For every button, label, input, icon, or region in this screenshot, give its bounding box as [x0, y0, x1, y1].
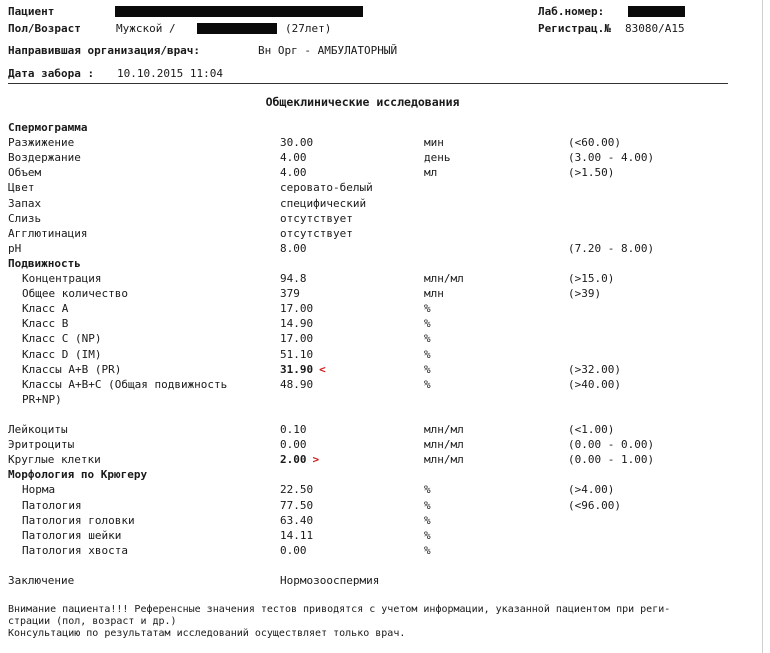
registration-value: 83080/А15	[625, 22, 685, 35]
reference-range: (>32.00)	[568, 362, 621, 376]
test-name: Классы A+B (PR)	[22, 362, 122, 376]
page-edge	[762, 0, 763, 653]
test-unit: %	[424, 302, 431, 316]
test-name: Агглютинация	[8, 226, 88, 240]
test-unit: млн/мл	[424, 423, 464, 436]
out-of-range-flag: <	[319, 362, 326, 376]
org-label: Направившая организация/врач:	[8, 44, 201, 57]
test-value-text: 0.00	[280, 438, 307, 452]
test-value-text: 8.00	[280, 241, 307, 255]
section-title: Морфология по Крюгеру	[8, 468, 148, 482]
reference-range: (0.00 - 1.00)	[568, 453, 655, 467]
section-header-row	[8, 120, 758, 135]
test-unit: %	[424, 513, 431, 527]
section-title: Подвижность	[8, 256, 81, 270]
test-value	[280, 241, 307, 256]
out-of-range-flag: >	[312, 453, 320, 467]
sex-value: Мужской /	[116, 22, 176, 35]
footer-note-line2: страции (пол, возраст и др.)	[8, 616, 177, 627]
test-value	[280, 422, 307, 437]
test-name: Объем	[8, 166, 42, 180]
result-row	[8, 392, 758, 407]
test-value	[280, 347, 313, 362]
test-name: Патология хвоста	[22, 543, 128, 557]
test-value-text: 4.00	[280, 166, 307, 180]
test-unit: млн/мл	[424, 453, 464, 467]
test-value-text: 14.11	[280, 528, 314, 542]
test-name: Классы A+B+C (Общая подвижность	[22, 377, 228, 391]
result-row	[8, 407, 758, 422]
test-name: Патология шейки	[22, 528, 122, 542]
test-unit: мл	[424, 166, 438, 180]
footer-note-line3: Консультацию по результатам исследований осуществляет только врач.	[8, 628, 406, 639]
report-title: Общеклинические исследования	[265, 95, 460, 109]
test-name: Патология головки	[22, 513, 135, 527]
test-value-text: 48.90	[280, 377, 314, 391]
test-value-text: Нормозооспермия	[280, 574, 380, 587]
test-value	[280, 180, 373, 195]
result-row	[8, 241, 758, 256]
reference-range: (<1.00)	[568, 423, 615, 436]
test-value-text: 14.90	[280, 317, 314, 331]
patient-label: Пациент	[8, 5, 55, 18]
result-row	[8, 498, 758, 513]
test-value-text: 2.00	[280, 453, 307, 467]
test-value-text: 31.90	[280, 362, 314, 376]
registration-label: Регистрац.№	[538, 22, 611, 35]
test-value	[280, 196, 366, 211]
reference-range: (>40.00)	[568, 377, 621, 391]
test-unit: млн/мл	[424, 438, 464, 452]
test-unit: %	[424, 543, 431, 557]
test-value-text: 94.8	[280, 272, 307, 285]
test-value	[280, 331, 313, 346]
test-name: Эритроциты	[8, 438, 75, 452]
test-value	[280, 543, 307, 558]
footer-note-line1: Внимание пациента!!! Референсные значения тестов приводятся с учетом информации, указанной пациентом при реги-	[8, 604, 671, 615]
test-unit: %	[424, 377, 431, 391]
result-row	[8, 180, 758, 195]
test-value	[280, 211, 353, 226]
test-name: Класс C (NP)	[22, 332, 102, 346]
date-label: Дата забора :	[8, 67, 95, 80]
test-value-text: 30.00	[280, 136, 314, 150]
result-row	[8, 362, 758, 377]
test-value	[280, 150, 307, 165]
test-name: Слизь	[8, 211, 42, 225]
test-name: Воздержание	[8, 151, 81, 165]
test-name: PR+NP)	[22, 392, 62, 406]
test-name: Лейкоциты	[8, 423, 68, 436]
test-value-text: серовато-белый	[280, 181, 373, 195]
test-value	[280, 377, 313, 392]
result-row	[8, 347, 758, 362]
result-row	[8, 135, 758, 150]
test-value-text: 0.00	[280, 543, 307, 557]
test-value	[280, 513, 313, 528]
birthdate-redacted	[197, 23, 277, 37]
test-unit: %	[424, 498, 431, 512]
result-row	[8, 422, 758, 437]
result-row	[8, 437, 758, 452]
test-name: Общее количество	[22, 287, 128, 301]
test-value-text: отсутствует	[280, 211, 353, 225]
test-unit: мин	[424, 136, 444, 150]
test-value	[280, 482, 313, 497]
test-name: Класс D (IM)	[22, 347, 102, 361]
test-value	[280, 437, 307, 452]
result-row	[8, 301, 758, 316]
reference-range: (>4.00)	[568, 483, 615, 497]
result-row	[8, 528, 758, 543]
test-name: Концентрация	[22, 272, 102, 285]
test-value-text: 51.10	[280, 347, 314, 361]
test-unit: %	[424, 347, 431, 361]
test-name: Заключение	[8, 574, 75, 587]
test-name: Класс A	[22, 302, 69, 316]
test-value	[280, 573, 379, 588]
result-row	[8, 543, 758, 558]
test-name: Цвет	[8, 181, 35, 195]
reference-range: (>15.0)	[568, 272, 615, 285]
result-row	[8, 482, 758, 497]
result-row	[8, 452, 758, 467]
test-name: Запах	[8, 196, 42, 210]
reference-range: (0.00 - 0.00)	[568, 438, 655, 452]
test-value-text: 22.50	[280, 483, 314, 497]
test-unit: млн	[424, 287, 444, 301]
test-unit: %	[424, 317, 431, 331]
test-value-text: 63.40	[280, 513, 314, 527]
result-row	[8, 226, 758, 241]
patient-name-redacted	[115, 6, 363, 20]
test-unit: %	[424, 483, 431, 497]
reference-range: (>1.50)	[568, 166, 615, 180]
test-unit: млн/мл	[424, 272, 464, 285]
reference-range: (7.20 - 8.00)	[568, 241, 655, 255]
test-name: Патология	[22, 498, 82, 512]
result-row	[8, 316, 758, 331]
test-value-text: 77.50	[280, 498, 314, 512]
sex-age-label: Пол/Возраст	[8, 22, 81, 35]
test-value	[280, 362, 326, 377]
lab-number-redacted	[628, 6, 685, 20]
section-header-row	[8, 256, 758, 271]
test-value-text: 17.00	[280, 302, 314, 316]
test-value-text: 0.10	[280, 423, 307, 436]
result-row	[8, 558, 758, 573]
result-row	[8, 150, 758, 165]
test-name: Круглые клетки	[8, 453, 101, 467]
date-value: 10.10.2015 11:04	[117, 67, 223, 80]
result-row	[8, 271, 758, 286]
test-value	[280, 528, 313, 543]
test-value-text: 4.00	[280, 151, 307, 165]
test-value	[280, 286, 300, 301]
test-value-text: 17.00	[280, 332, 314, 346]
test-unit: %	[424, 528, 431, 542]
header-divider	[8, 83, 728, 84]
test-value	[280, 498, 313, 513]
test-name: Класс B	[22, 317, 69, 331]
test-value	[280, 165, 307, 180]
test-name: Разжижение	[8, 136, 75, 150]
section-title: Спермограмма	[8, 121, 88, 134]
test-value	[280, 226, 353, 241]
test-value	[280, 135, 313, 150]
result-row	[8, 513, 758, 528]
lab-number-label: Лаб.номер:	[538, 5, 605, 18]
result-row	[8, 377, 758, 392]
test-unit: %	[424, 332, 431, 346]
reference-range: (>39)	[568, 287, 602, 301]
reference-range: (<60.00)	[568, 136, 621, 150]
result-row	[8, 196, 758, 211]
reference-range: (<96.00)	[568, 498, 621, 512]
test-value	[280, 452, 319, 467]
test-unit: день	[424, 151, 451, 165]
test-unit: %	[424, 362, 431, 376]
test-value	[280, 301, 313, 316]
age-value: (27лет)	[285, 22, 332, 35]
result-row	[8, 165, 758, 180]
result-row	[8, 331, 758, 346]
result-row	[8, 573, 758, 588]
test-value-text: отсутствует	[280, 226, 353, 240]
test-name: pH	[8, 241, 22, 255]
result-row	[8, 211, 758, 226]
reference-range: (3.00 - 4.00)	[568, 151, 655, 165]
test-value-text: специфический	[280, 196, 367, 210]
org-value: Вн Орг - АМБУЛАТОРНЫЙ	[258, 44, 398, 57]
test-value	[280, 271, 307, 286]
test-name: Норма	[22, 483, 56, 497]
result-row	[8, 286, 758, 301]
section-header-row	[8, 467, 758, 482]
test-value-text: 379	[280, 287, 300, 301]
test-value	[280, 316, 313, 331]
